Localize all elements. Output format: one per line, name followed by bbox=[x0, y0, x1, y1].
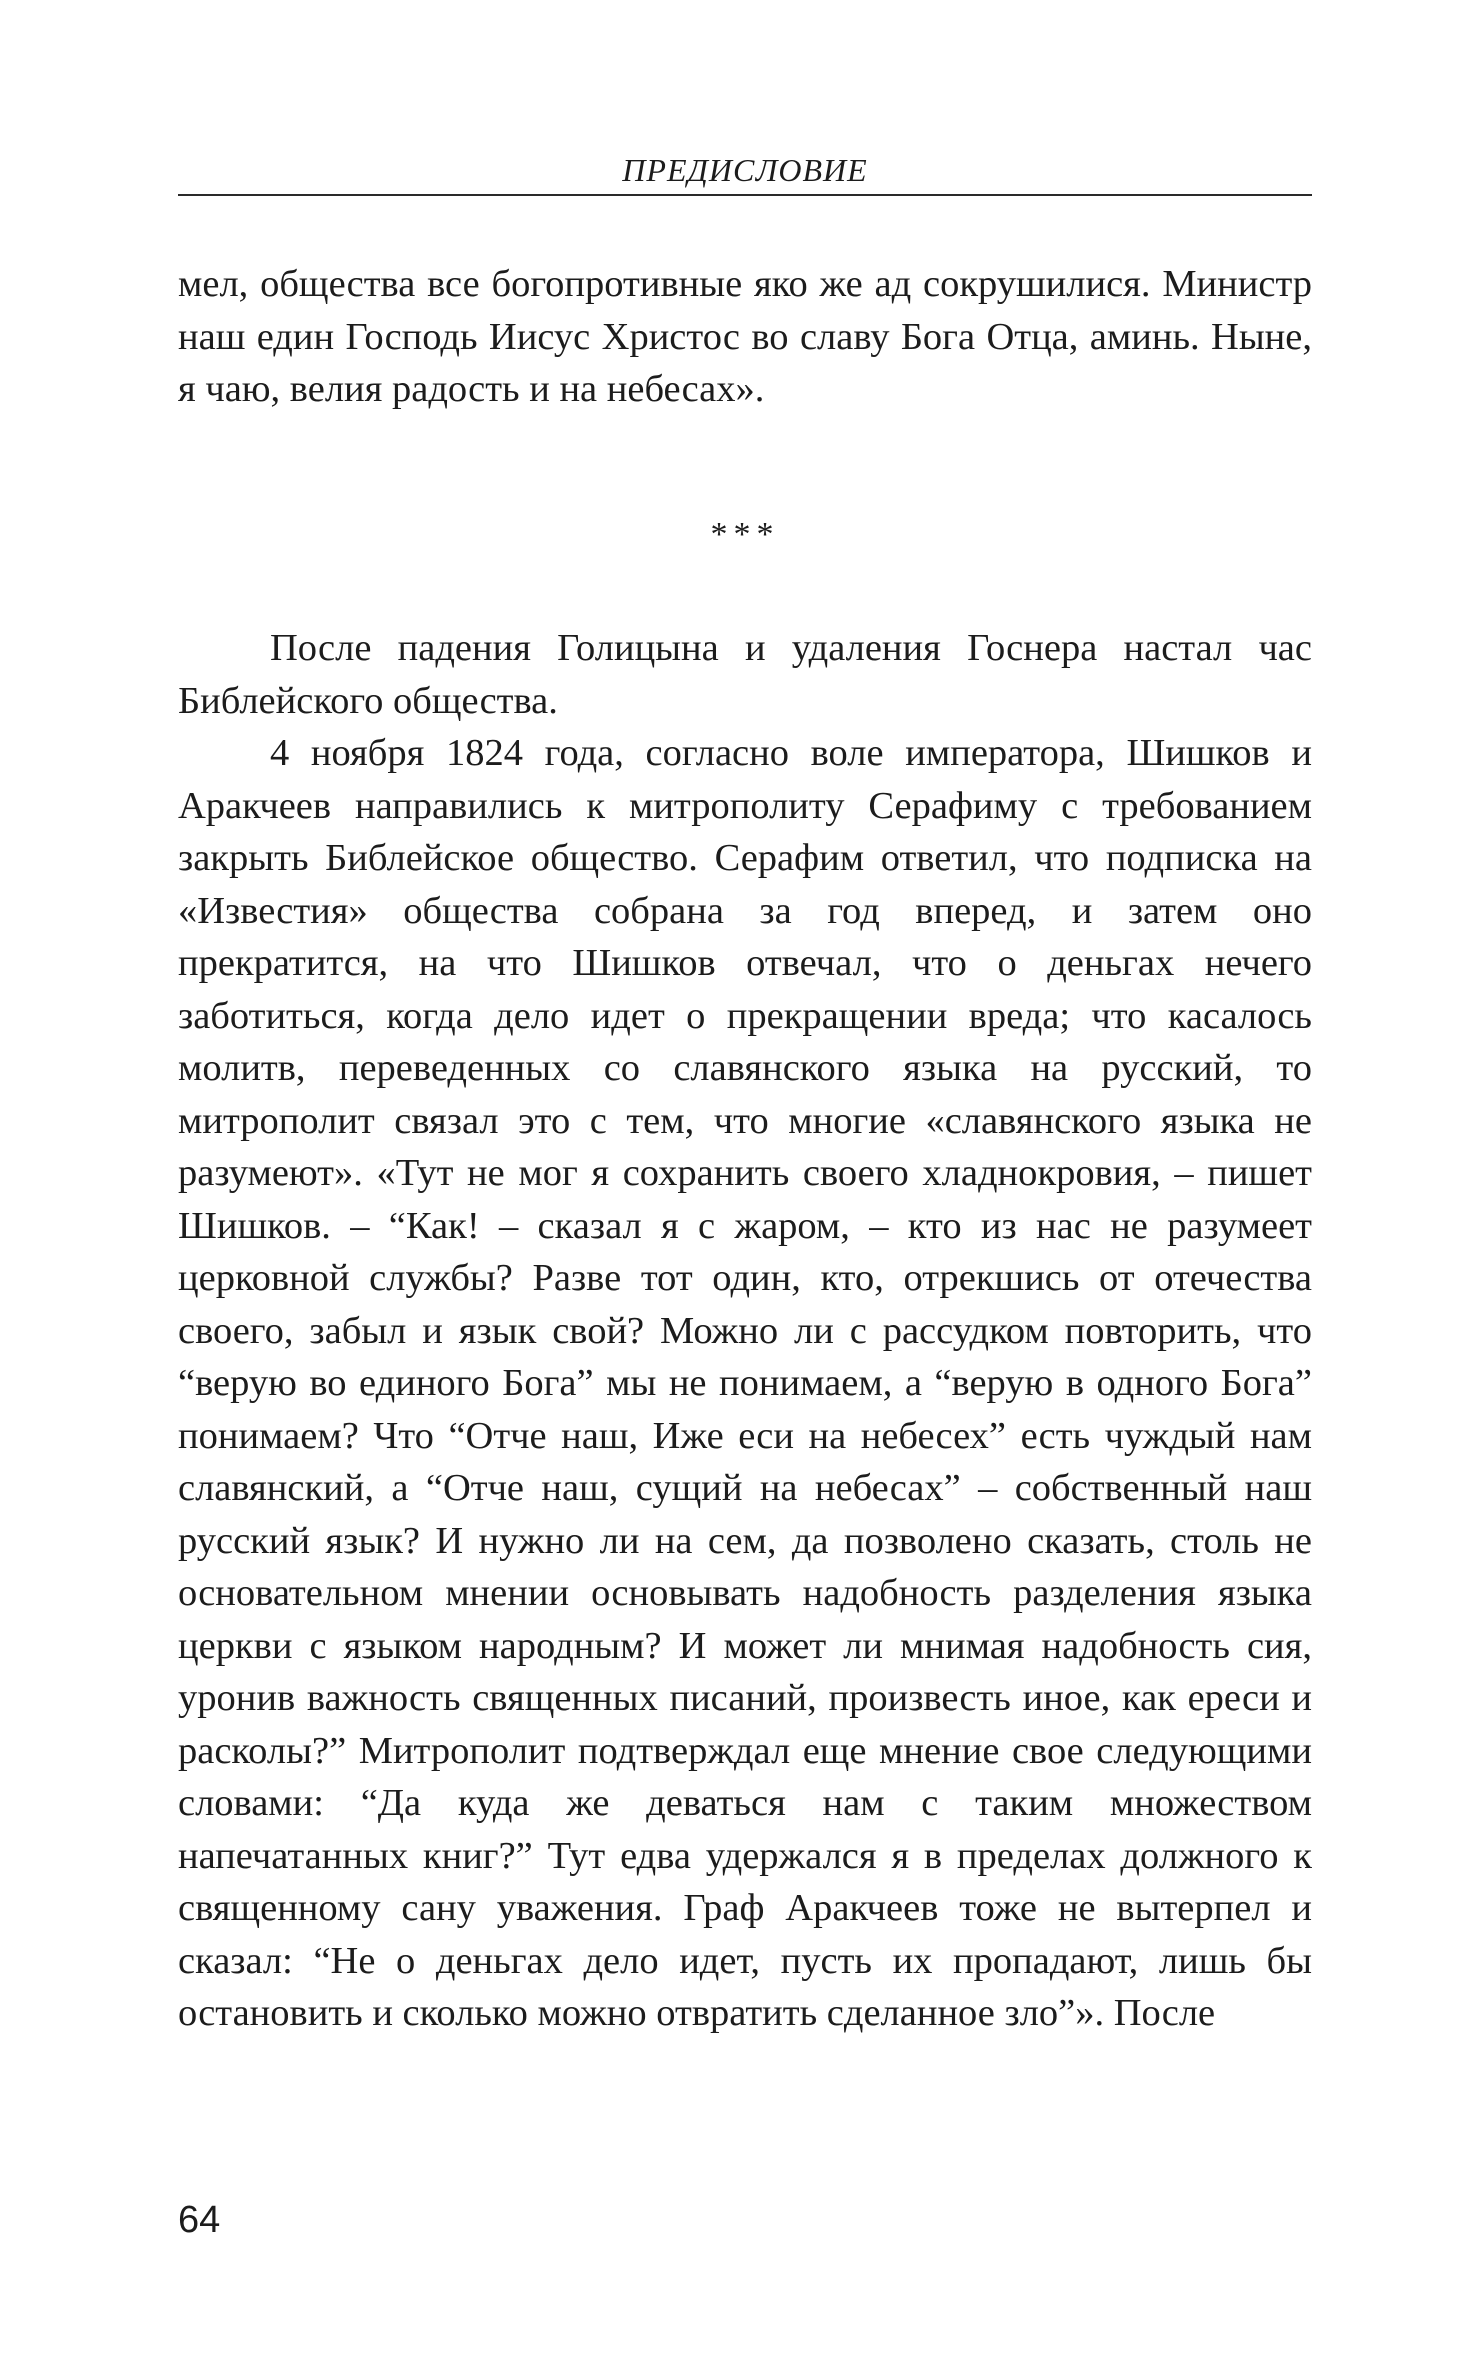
running-head: ПРЕДИСЛОВИЕ bbox=[622, 152, 868, 188]
section-separator: *** bbox=[710, 516, 780, 553]
header-rule bbox=[178, 194, 1312, 196]
paragraph: 4 ноября 1824 года, согласно воле императора, Шишков и Аракчеев направились к митрополиту Серафиму с требованием закрыть Библейское общество. Серафим ответил, что подписка на «Известия» общества собрана за год вперед, и затем оно прекратится, на что Шишков отвечал, что о деньгах нечего заботиться, когда дело идет о прекращении вреда; что касалось молитв, переведенных со славянского языка на русский, то митрополит связал это с тем, что многие «славянского языка не разумеют». «Тут не мог я сохранить своего хладнокровия, – пишет Шишков. – “Как! – сказал я с жаром, – кто из нас не разумеет церковной службы? Разве тот один, кто, отрекшись от отечества своего, забыл и язык свой? Можно ли с рассудком повторить, что “верую во единого Бога” мы не понимаем, а “верую в одного Бога” понимаем? Что “Отче наш, Иже еси на небесех” есть чуждый нам славянский, а “Отче наш, сущий на небесах” – собственный наш русский язык? И нужно ли на сем, да позволено сказать, столь не основательном мнении основывать надобность разделения языка церкви с языком народным? И может ли мнимая надобность сия, уронив важность священных писаний, произвесть иное, как ереси и расколы?” Митрополит подтверждал еще мнение свое следующими словами: “Да куда же деваться нам с таким множеством напечатанных книг?” Тут едва удержался я в пределах должного к священному сану уважения. Граф Аракчеев тоже не вытерпел и сказал: “Не о деньгах дело идет, пусть их пропадают, лишь бы остановить и сколько можно отвратить сделанное зло”». После bbox=[178, 732, 1312, 2034]
paragraph-continuation: мел, общества все богопротивные яко же ад сокрушилися. Министр наш един Господь Иисус Христос во славу Бога Отца, аминь. Ныне, я чаю, велия радость и на небесах». bbox=[178, 263, 1312, 410]
main-text-block bbox=[178, 622, 1312, 2040]
page-number: 64 bbox=[178, 2199, 221, 2241]
paragraph: После падения Голицына и удаления Госнера настал час Библейского общества. bbox=[178, 627, 1312, 722]
continuation-text-block bbox=[178, 258, 1312, 416]
